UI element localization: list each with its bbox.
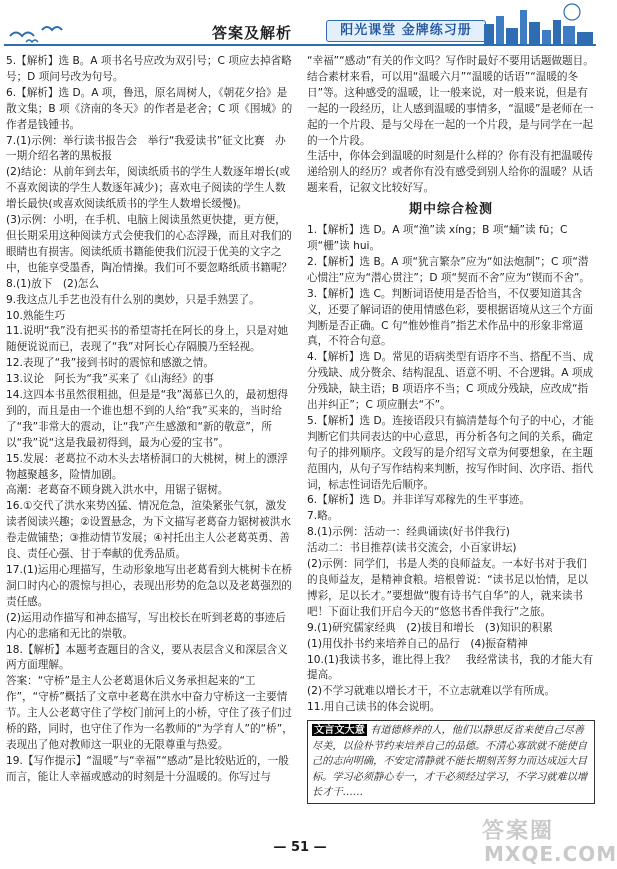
answer-item: “幸福”“感动”有关的作文吗？写作时最好不要用话题做题目。结合素材来看，可以用“温暖六月”“温暖的话语”“温暖的冬日”等。这种感受的温暖，让一般来说，对一般来说，但是有一起的一段经历，让人感到温暖的事情多，“温暖”是老师在一起的一个片段、是与父母在一起的一个片段，是与同学在一起的一个片段。 [307, 55, 594, 147]
header-title: 答案及解析 [212, 24, 293, 42]
page-header [0, 0, 600, 46]
translation-box-text: 有道德修养的人，他们以静思反省来使自己尽善尽美，以俭朴节约来培养自己的品德。不清心寡欲就不能使自己的志向明确，不安定清静就不能长期刻苦努力而达成远大目标。学习必须静心专一，才干必须经过学习，不学习就难以增长才干…… [312, 725, 588, 799]
answer-item: 9.(1)研究儒家经典 (2)拔目和增长 (3)知识的积累 [307, 621, 553, 634]
translation-box [307, 720, 595, 804]
answer-item: 19.【写作提示】“温暖”与“幸福”“感动”是比较贴近的，一般而言，能让人幸福或感动的时刻是十分温暖的。你写过与 [6, 754, 289, 783]
answer-item: 2.【解析】选 B。A 项“犹言繁杂”应为“如法炮制”；C 项“潜心惯注”应为“潜心贯注”；D 项“契而不舍”应为“锲而不舍”。 [307, 255, 591, 284]
city-skyline-icon [480, 0, 598, 44]
left-column [6, 54, 294, 786]
answer-item: 活动二：书目推荐(读书交流会，小百家讲坛) [307, 542, 517, 555]
answer-item: 7.(1)示例：举行读书报告会 举行“我爱读书”征文比赛 办一期介绍名著的黑板报 [6, 134, 286, 163]
answer-item: 3.【解析】选 C。判断词语使用是否恰当，不仅要知道其含义，还要了解词语的使用情感色彩，要根据语境从这三个方面判断是否正确。C 句“惟妙惟肖”指艺术作品中的形象非常逼真，不符合句意。 [307, 287, 594, 348]
answer-item: 10.熟能生巧 [6, 309, 66, 322]
answer-item: 13.议论 阿长为“我”买来了《山海经》的事 [6, 373, 214, 386]
answer-item: 17.(1)运用心理描写，生动形象地写出老葛看到大桃树卡在桥洞口时内心的震惊与担心，表现出形势的危急以及老葛强烈的责任感。 [6, 564, 293, 608]
answer-item: 8.(1)示例：活动一：经典诵读(好书伴我行) [307, 526, 510, 539]
brand-label: 阳光课堂 金牌练习册 [326, 20, 486, 42]
answer-item: 5.【解析】选 B。A 项书名号应改为双引号；C 项应去掉省略号；D 项问号改为句号。 [6, 55, 292, 83]
site-watermark [478, 812, 617, 868]
flying-birds-icon [6, 20, 76, 44]
answer-item: 7.略。 [307, 510, 339, 523]
answer-item: (1)用伐扑书约来培养自己的品行 (4)振奋精神 [307, 637, 528, 650]
answer-item: 6.【解析】选 D。A 项，鲁迅，原名周树人，《朝花夕拾》是散文集；B 项《济南的冬天》的作者是老舍；C 项《围城》的作者是钱锺书。 [6, 86, 293, 131]
answer-item: 18.【解析】本题考查题目的含义，要从表层含义和深层含义两方面理解。 [6, 643, 288, 672]
answer-item: 答案：“守桥”是主人公老葛退休后义务承担起来的“工作”，“守桥”概括了文章中老葛在洪水中奋力守桥这一主要情节。主人公老葛守住了学校门前河上的小桥，守住了孩子们过桥的路，同时，也守住了作为一名教师的“为学育人”的“桥”，表现出了他对教师这一职业的无限尊重与热爱。 [6, 675, 293, 751]
answer-item: 12.表现了“我”接到书时的震惊和感激之情。 [6, 357, 214, 370]
answer-item: 1.【解析】选 D。A 项“渔”读 xíng；B 项“蛹”读 fū；C 项“栅”读 hui。 [307, 224, 568, 252]
answer-item: (3)示例：小明，在手机、电脑上阅读虽然更快捷，更方便，但长期采用这种阅读方式会使我们的心态浮躁，而且对我们的眼睛也有损害。阅读纸质书籍能使我们沉浸于优美的文字之中，也能享受墨香，陶冶情操。我们可不要忽略纸质书籍呢？ [6, 214, 293, 274]
answer-item: (2)结论：从前年到去年，阅读纸质书的学生人数逐年增长(或不喜欢阅读的学生人数逐年减少)；喜欢电子阅读的学生人数增长最快(或喜欢阅读纸质书的学生人数增长缓慢)。 [6, 166, 290, 211]
right-column [307, 54, 595, 804]
answer-item: 14.这四本书虽然很粗拙，但是是“我”渴慕已久的，最初想得到的，而且是由一个谁也想不到的人给“我”买来的，当时给了“我”非常大的震动，让“我”产生感激和“新的敬意”，所以“我”说“这是我最初得到，最为心爱的宝书”。 [6, 389, 289, 449]
watermark-line1: 答案圈 [482, 819, 555, 844]
answer-item: 6.【解析】选 D。并非详写邓稼先的生平事迹。 [307, 494, 530, 507]
watermark-line2: MXQE.COM [484, 842, 617, 866]
header-rule [4, 44, 596, 46]
answer-item: 11.说明“我”没有把买书的希望寄托在阿长的身上，只是对她随便说说而已，表现了“我”对阿长心存隔膜乃至轻视。 [6, 325, 289, 354]
answer-item: 生活中，你体会到温暖的时刻是什么样的？你有没有把温暖传递给别人的经历？或者你有没有感受到别人给你的温暖？从话题来看，记叙文比较好写。 [307, 150, 594, 195]
answer-item: 4.【解析】选 D。常见的语病类型有语序不当、搭配不当、成分残缺、成分赘余、结构混乱、语意不明、不合逻辑。A 项成分残缺，缺主语；B 项语序不当；C 项成分残缺，应改成“指出并纠正”；C 项应删去“不”。 [307, 351, 594, 412]
answer-item: 5.【解析】选 D。连接语段只有搞清楚每个句子的中心，才能判断它们共同表达的中心意思，再分析各句之间的关系，确定句子的排列顺序。文段写的是介绍写文章为何要想象，在主题范围内，从句子写作结构来判断，按写作时间、次序语、指代词，标志性词语先后顺序。 [307, 414, 594, 491]
answer-item: 8.(1)放下 (2)怎么 [6, 277, 100, 290]
section-title: 期中综合检测 [408, 202, 493, 218]
answer-item: 10.(1)我读书多，谁比得上我？ 我经常读书，我的才能大有提高。 [307, 653, 594, 682]
answer-item: 15.发展：老葛拉不动木头去堵桥洞口的大桃树，树上的漂浮物越聚越多，险情加剧。 [6, 452, 288, 481]
translation-box-label: 文言文大意 [314, 724, 365, 737]
answer-item: 11.用自己读书的体会说明。 [307, 701, 441, 714]
answer-item: 9.我这点儿手艺也没有什么别的奥妙，只是手熟罢了。 [6, 293, 260, 306]
answer-item: 高潮：老葛奋不顾身跳入洪水中，用锯子锯树。 [6, 484, 229, 497]
answer-item: (2)运用动作描写和神态描写，写出校长在听到老葛的事迹后内心的悲痛和无比的崇敬。 [6, 611, 286, 640]
page-number: — 51 — [273, 840, 327, 855]
answer-item: (2)示例：同学们，书是人类的良师益友。一本好书对于我们的良师益友，是精神食粮。培根曾说：“读书足以怡情，足以博彩，足以长才。”要想做“腹有诗书气自华”的人，就来读书吧！下面让我们开启今天的“悠悠书香伴我行”之旅。 [307, 558, 588, 618]
answer-item: (2)不学习就难以增长才干，不立志就难以学有所成。 [307, 685, 556, 698]
answer-item: 16.①交代了洪水来势凶猛、情况危急，渲染紧张气氛，激发读者阅读兴趣；②设置悬念，为下文描写老葛奋力锯树被洪水卷走做铺垫；③推动情节发展；④衬托出主人公老葛英勇、善良、责任心强、甘于奉献的优秀品质。 [6, 500, 291, 561]
